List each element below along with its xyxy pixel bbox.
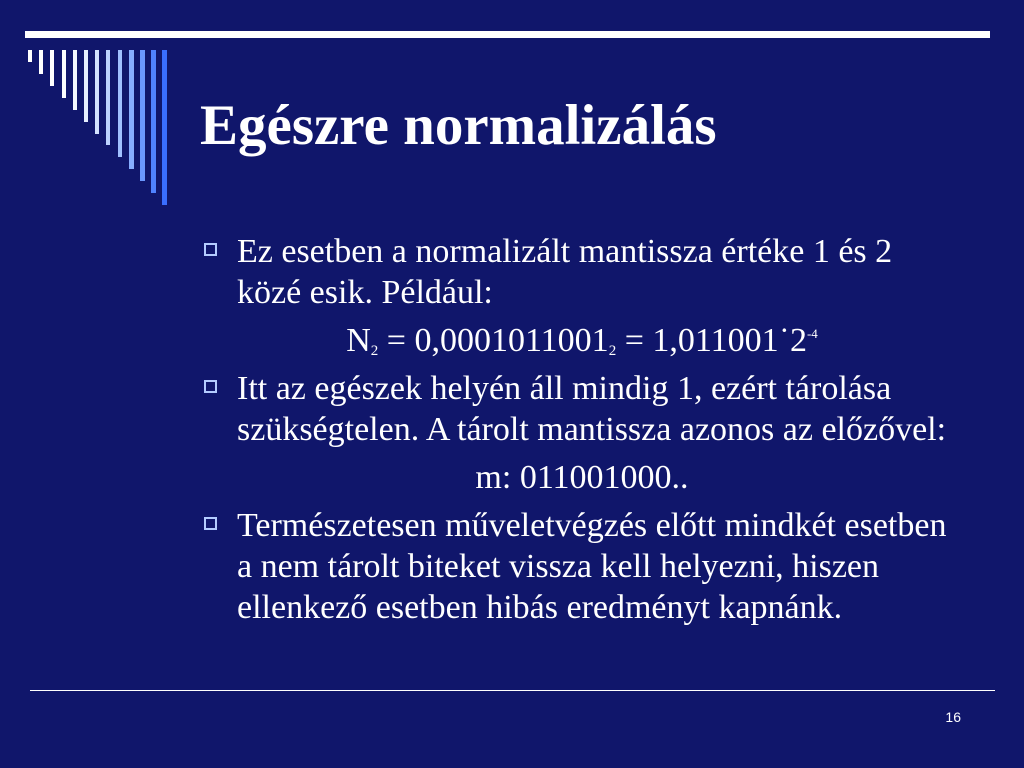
decor-stripe bbox=[106, 50, 110, 145]
formula-variable-subscript: 2 bbox=[370, 343, 379, 359]
formula-exponent: -4 bbox=[806, 326, 818, 341]
bullet-item bbox=[200, 368, 964, 450]
decor-stripe bbox=[162, 50, 167, 205]
hollow-square-bullet-icon bbox=[204, 517, 217, 530]
decor-stripe bbox=[62, 50, 66, 98]
decor-stripe bbox=[39, 50, 43, 74]
decor-stripe bbox=[84, 50, 88, 122]
slide-title: Egészre normalizálás bbox=[200, 94, 717, 157]
top-rule bbox=[25, 31, 990, 38]
slide-body bbox=[200, 231, 964, 628]
bullet-text-line: a nem tárolt biteket vissza kell helyezni, hiszen bbox=[237, 548, 879, 585]
bullet-item bbox=[200, 231, 964, 313]
hollow-square-bullet-icon bbox=[204, 380, 217, 393]
formula-multiply-dot: ˙ bbox=[778, 322, 790, 359]
bullet-item bbox=[200, 505, 964, 628]
decor-stripe bbox=[50, 50, 54, 86]
formula-base: 2 bbox=[789, 322, 807, 359]
bullet-text-line: Természetesen műveletvégzés előtt mindkét esetben bbox=[237, 507, 947, 544]
bullet-text-line: közé esik. Például: bbox=[237, 274, 493, 311]
formula-binary-value: = 0,0001011001 bbox=[378, 322, 609, 359]
mantissa-paragraph bbox=[200, 457, 964, 498]
decor-stripe bbox=[28, 50, 32, 62]
bullet-text-line: szükségtelen. A tárolt mantissza azonos az előzővel: bbox=[237, 411, 947, 448]
mantissa-line: m: 011001000.. bbox=[475, 459, 689, 496]
formula-normalized-value: = 1,011001 bbox=[616, 322, 779, 359]
bottom-rule bbox=[30, 690, 995, 691]
bullet-text-line: Ez esetben a normalizált mantissza értéke 1 és 2 bbox=[237, 233, 893, 270]
formula-paragraph bbox=[200, 320, 964, 361]
formula-line bbox=[200, 320, 964, 361]
formula-variable: N bbox=[346, 322, 371, 359]
formula-binary-subscript: 2 bbox=[608, 343, 617, 359]
decor-stripe bbox=[118, 50, 122, 157]
page-number: 16 bbox=[945, 709, 961, 725]
decor-stripe bbox=[73, 50, 77, 110]
bullet-text-line: Itt az egészek helyén áll mindig 1, ezért tárolása bbox=[237, 370, 892, 407]
decor-stripe bbox=[140, 50, 145, 181]
hollow-square-bullet-icon bbox=[204, 243, 217, 256]
bullet-text-line: ellenkező esetben hibás eredményt kapnánk. bbox=[237, 589, 843, 626]
decor-stripe bbox=[95, 50, 99, 134]
decor-stripe bbox=[151, 50, 156, 193]
decor-stripe bbox=[129, 50, 134, 169]
